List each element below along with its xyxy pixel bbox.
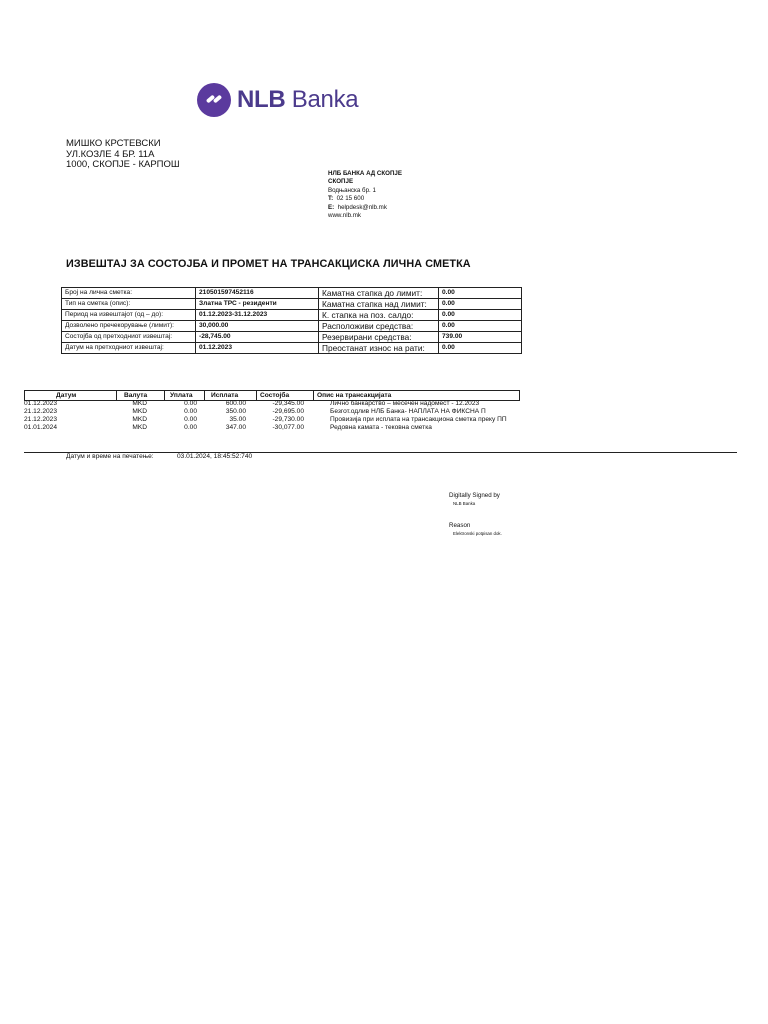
tx-deposit: 0.00	[184, 408, 197, 415]
tx-deposit: 0.00	[184, 424, 197, 431]
tx-currency: MKD	[132, 424, 147, 431]
tx-deposit: 0.00	[184, 400, 197, 407]
transaction-row	[24, 424, 544, 432]
print-timestamp	[66, 453, 253, 461]
info-label: Број на лична сметка:	[62, 288, 196, 299]
transaction-row	[24, 400, 544, 408]
bank-city: СКОПЈЕ	[328, 178, 354, 186]
info-row	[62, 321, 522, 332]
customer-street: УЛ.КОЗЛЕ 4 БР. 11А	[66, 148, 155, 160]
tx-currency: MKD	[132, 416, 147, 423]
customer-name: МИШКО КРСТЕВСКИ	[66, 138, 161, 149]
nlb-banka-logo	[197, 83, 358, 117]
info-label-2: К. стапка на поз. салдо:	[319, 310, 439, 321]
tx-balance: -29,345.00	[272, 400, 304, 407]
customer-address	[66, 139, 180, 171]
tx-balance: -29,730.00	[272, 416, 304, 423]
info-label-2: Каматна стапка над лимит:	[319, 299, 439, 310]
print-label: Датум и време на печатење:	[66, 453, 154, 460]
reason-value: Elektronski potpisan dok.	[453, 531, 502, 536]
tx-currency: MKD	[132, 408, 147, 415]
info-value: -28,745.00	[196, 332, 319, 343]
account-info-table	[61, 287, 522, 354]
info-label: Дозволено пречекорување (лимит):	[62, 321, 196, 332]
logo-wordmark: NLB Banka	[237, 86, 359, 113]
info-label: Период на извештајот (од – до):	[62, 310, 196, 321]
bank-name: НЛБ БАНКА АД СКОПЈЕ	[328, 170, 402, 177]
info-value: 210501597452116	[196, 288, 319, 299]
info-value-2: 0.00	[439, 343, 522, 354]
bank-website: www.nlb.mk	[328, 212, 362, 220]
tx-date: 21.12.2023	[24, 408, 58, 415]
statement-title: ИЗВЕШТАЈ ЗА СОСТОЈБА И ПРОМЕТ НА ТРАНСАКЦИСКА ЛИЧНА СМЕТКА	[66, 258, 471, 270]
tx-date: 01.01.2024	[24, 424, 58, 431]
tx-deposit: 0.00	[184, 416, 197, 423]
print-value: 03.01.2024, 18:45:52:740	[177, 453, 253, 460]
bank-phone: T: 02 15 600	[328, 195, 365, 203]
tx-date: 01.12.2023	[24, 400, 58, 407]
bank-address: Водњанска бр. 1	[328, 186, 376, 194]
customer-city: 1000, СКОПЈЕ - КАРПОШ	[66, 159, 180, 170]
col-date: Датум	[56, 392, 77, 399]
transaction-row	[24, 416, 544, 424]
tx-date: 21.12.2023	[24, 416, 58, 423]
info-label-2: Расположиви средства:	[319, 321, 439, 332]
info-label-2: Каматна стапка до лимит:	[319, 288, 439, 299]
tx-desc: Провизија при исплата на трансакциона сметка преку ПП	[330, 416, 507, 423]
tx-withdrawal: 350.00	[225, 408, 246, 415]
transaction-row	[24, 408, 544, 416]
signed-by-value: NLB Banka	[453, 501, 476, 506]
info-label: Датум на претходниот извештај:	[62, 343, 196, 354]
info-label: Состојба од претходниот извештај:	[62, 332, 196, 343]
info-value: 01.12.2023	[196, 343, 319, 354]
tx-desc: Безгот.одлив НЛБ Банка- НАПЛАТА НА ФИКСНА П	[330, 408, 486, 415]
info-label-2: Резервирани средства:	[319, 332, 439, 343]
col-withdrawal: Исплата	[211, 392, 239, 399]
col-currency: Валута	[124, 392, 148, 399]
tx-desc: Лично банкарство – месечен надомест - 12.2023	[330, 400, 480, 407]
info-value: Златна ТРС - резиденти	[196, 299, 319, 310]
col-deposit: Уплата	[170, 392, 193, 399]
info-label-2: Преостанат износ на рати:	[319, 343, 439, 354]
tx-withdrawal: 35.00	[229, 416, 246, 423]
col-balance: Состојба	[260, 392, 290, 399]
tx-withdrawal: 600.00	[225, 400, 246, 407]
info-value-2: 0.00	[439, 310, 522, 321]
info-row	[62, 332, 522, 343]
info-value-2: 0.00	[439, 288, 522, 299]
info-row	[62, 299, 522, 310]
tx-balance: -29,695.00	[272, 408, 304, 415]
info-value-2: 739.00	[439, 332, 522, 343]
info-row	[62, 343, 522, 354]
bank-email: E: helpdesk@nlb.mk	[328, 203, 387, 211]
col-description: Опис на трансакцијата	[317, 392, 392, 399]
signed-by-label: Digitally Signed by	[449, 492, 500, 499]
tx-balance: -30,077.00	[272, 424, 304, 431]
info-label: Тип на сметка (опис):	[62, 299, 196, 310]
info-value: 30,000.00	[196, 321, 319, 332]
info-value: 01.12.2023-31.12.2023	[196, 310, 319, 321]
info-row	[62, 288, 522, 299]
tx-desc: Редовна камата - тековна сметка	[330, 424, 432, 431]
digital-signature	[449, 492, 502, 538]
tx-withdrawal: 347.00	[225, 424, 246, 431]
nlb-logo-icon	[197, 83, 231, 117]
tx-currency: MKD	[132, 400, 147, 407]
info-row	[62, 310, 522, 321]
bank-info	[328, 170, 402, 220]
info-value-2: 0.00	[439, 321, 522, 332]
reason-label: Reason	[449, 522, 471, 529]
info-value-2: 0.00	[439, 299, 522, 310]
